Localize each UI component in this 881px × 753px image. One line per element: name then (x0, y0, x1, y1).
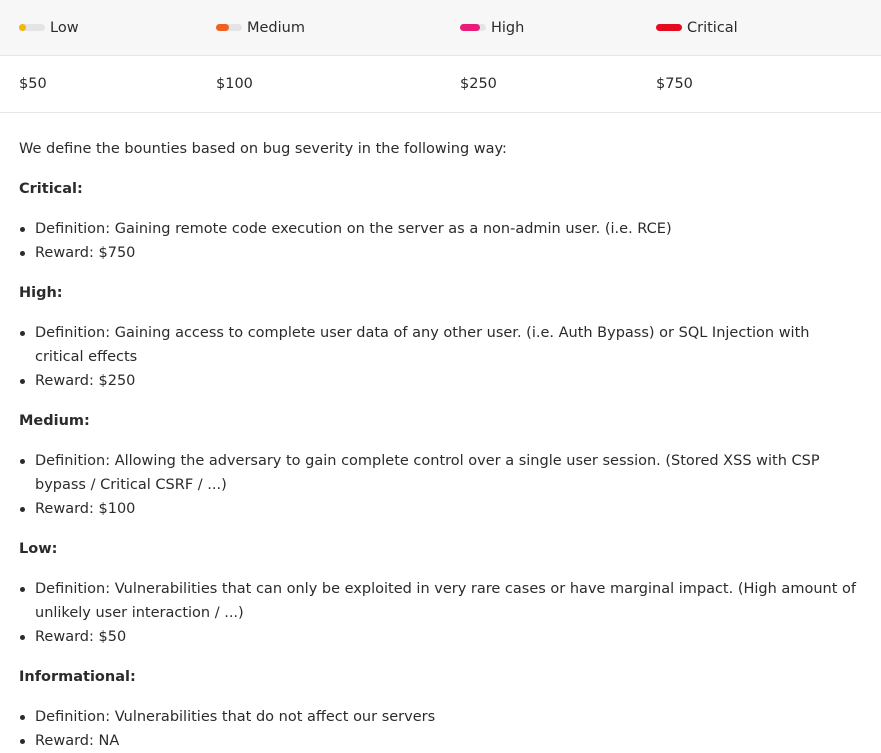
section-list (19, 217, 862, 265)
severity-description (0, 137, 881, 753)
section-critical (19, 177, 862, 265)
severity-pill-icon (216, 24, 242, 31)
section-high (19, 281, 862, 393)
reward-row (0, 56, 881, 113)
section-title: Critical: (19, 181, 83, 197)
bullet-icon (20, 507, 25, 512)
section-medium (19, 409, 862, 521)
section-low (19, 537, 862, 649)
section-list (19, 577, 862, 649)
bullet-icon (20, 715, 25, 720)
reward-high: $250 (460, 76, 497, 92)
section-list (19, 321, 862, 393)
section-title: Informational: (19, 669, 136, 685)
bullet-icon (20, 227, 25, 232)
severity-header-low (19, 0, 79, 55)
bounty-table (0, 0, 881, 113)
reward-critical: $750 (656, 76, 693, 92)
reward-medium: $100 (216, 76, 253, 92)
section-list (19, 705, 862, 753)
definition-text: Definition: Gaining remote code execution on the server as a non-admin user. (i.e. RCE) (35, 221, 672, 237)
intro-text: We define the bounties based on bug severity in the following way: (19, 141, 507, 157)
definition-text: Definition: Gaining access to complete user data of any other user. (i.e. Auth Bypass) or SQL Injection with critical effects (35, 325, 810, 365)
definition-text: Definition: Allowing the adversary to gain complete control over a single user session. (Stored XSS with CSP bypass / Critical CSRF / ...) (35, 453, 820, 493)
severity-header-high (460, 0, 524, 55)
severity-header-medium (216, 0, 305, 55)
list-item (19, 321, 862, 369)
list-item (19, 497, 862, 521)
bullet-icon (20, 331, 25, 336)
severity-header-critical (656, 0, 738, 55)
severity-label: High (491, 19, 525, 36)
section-informational (19, 665, 862, 753)
reward-text: Reward: $750 (35, 245, 136, 261)
list-item (19, 241, 862, 265)
severity-label: Medium (247, 19, 305, 36)
bullet-icon (20, 379, 25, 384)
list-item (19, 449, 862, 497)
severity-pill-icon (19, 24, 45, 31)
severity-label: Critical (687, 19, 738, 36)
bullet-icon (20, 459, 25, 464)
severity-pill-icon (460, 24, 486, 31)
list-item (19, 217, 862, 241)
reward-text: Reward: NA (35, 733, 120, 749)
reward-text: Reward: $50 (35, 629, 127, 645)
section-title: High: (19, 285, 63, 301)
bullet-icon (20, 251, 25, 256)
list-item (19, 577, 862, 625)
definition-text: Definition: Vulnerabilities that do not affect our servers (35, 709, 436, 725)
list-item (19, 369, 862, 393)
section-list (19, 449, 862, 521)
reward-low: $50 (19, 76, 47, 92)
reward-text: Reward: $100 (35, 501, 136, 517)
section-title: Medium: (19, 413, 90, 429)
definition-text: Definition: Vulnerabilities that can only be exploited in very rare cases or have marginal impact. (High amount of unlikely user interaction / ...) (35, 581, 856, 621)
list-item (19, 729, 862, 753)
bullet-icon (20, 587, 25, 592)
bullet-icon (20, 635, 25, 640)
severity-label: Low (50, 19, 79, 36)
bounty-table-header (0, 0, 881, 56)
reward-text: Reward: $250 (35, 373, 136, 389)
list-item (19, 705, 862, 729)
list-item (19, 625, 862, 649)
section-title: Low: (19, 541, 58, 557)
severity-pill-icon (656, 24, 682, 31)
bullet-icon (20, 739, 25, 744)
